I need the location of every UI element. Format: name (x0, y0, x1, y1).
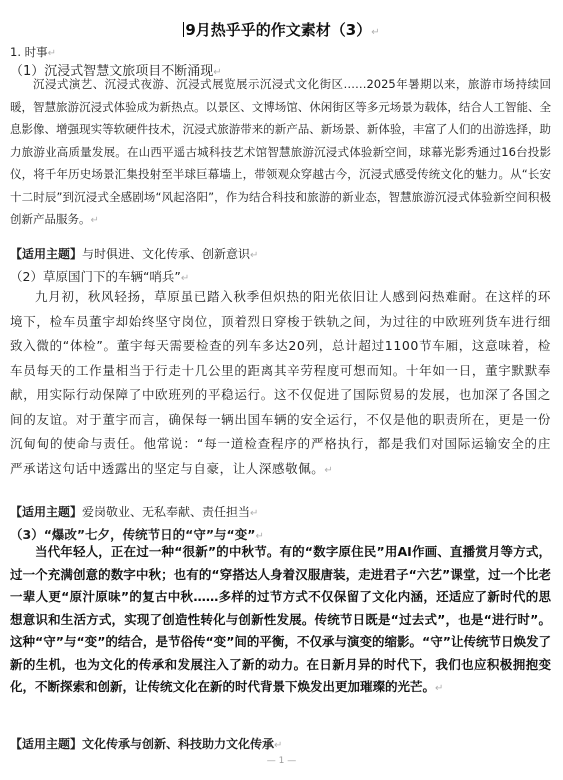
paragraph-mark-icon: ↵ (250, 250, 259, 261)
topic-text: 文化传承与创新、科技助力文化传承 (82, 737, 275, 751)
title-text: 9月热乎乎的作文素材（3） (185, 21, 372, 39)
body-paragraph (10, 541, 551, 701)
paragraph-mark-icon: ↵ (255, 531, 264, 542)
topic-line (10, 245, 258, 262)
paragraph-mark-icon: ↵ (213, 67, 222, 78)
document-title (0, 19, 563, 40)
paragraph-mark-icon: ↵ (274, 740, 283, 751)
paragraph-mark-icon: ↵ (324, 464, 334, 476)
topic-text: 爱岗敬业、无私奉献、责任担当 (82, 505, 251, 519)
paragraph-mark-icon: ↵ (180, 273, 190, 284)
body-paragraph (10, 73, 551, 233)
paragraph-mark-icon: ↵ (90, 215, 99, 226)
topic-line (10, 735, 282, 752)
topic-line (10, 503, 258, 520)
item-heading (10, 267, 189, 285)
paragraph-mark-icon: ↵ (435, 683, 444, 694)
paragraph-mark-icon: ↵ (47, 48, 57, 59)
body-text: 九月初，秋风轻扬，草原虽已踏入秋季但炽热的阳光依旧让人感到闷热难耐。在这样的环境下，检车员董宇却始终坚守岗位，顶着烈日穿梭于铁轨之间，为过往的中欧班列货车进行细致入微的“体检”。董宇每天需要检查的列车多达20列，总计超过1100节车厢，这意味着，检车员每天的工作量相当于行走十几公里的距离其辛劳程度可想而知。十年如一日，董宇默默奉献，用实际行动保障了中欧班列的平稳运行。这不仅促进了国际贸易的发展，也加深了各国之间的友谊。对于董宇而言，确保每一辆出国车辆的安全运行，不仅是他的职责所在，更是一份沉甸甸的使命与责任。他常说：“每一道检查程序的严格执行，都是我们对国际运输安全的庄严承诺这句话中透露出的坚定与自豪，让人深感敬佩。 (10, 289, 551, 476)
item-heading-text: （1）沉浸式智慧文旅项目不断涌现 (10, 64, 214, 79)
paragraph-mark-icon: ↵ (371, 27, 380, 38)
body-text: 当代年轻人，正在过一种“很新”的中秋节。有的“数字原住民”用AI作画、直播赏月等方式，过一个充满创意的数字中秋；也有的“穿搭达人身着汉服唐装，走进君子“六艺”课堂，过一个比老一辈人更“原汁原味”的复古中秋……多样的过节方式不仅保留了文化内涵，还适应了新时代的思想意识和生活方式，实现了创造性转化与创新性发展。传统节日既是“过去式”，也是“进行时”。这种“守”与“变”的结合，是节俗传“变”间的平衡，不仅承与演变的缩影。“守”让传统节日焕发了新的生机，也为文化的传承和发展注入了新的动力。在日新月异的时代下，我们也应积极拥抱变化，不断探索和创新，让传统文化在新的时代背景下焕发出更加璀璨的光芒。 (10, 544, 551, 694)
body-text: 沉浸式演艺、沉浸式夜游、沉浸式展览展示沉浸式文化街区……2025年暑期以来，旅游市场持续回暖，智慧旅游沉浸式体验成为新热点。以景区、文博场馆、休闲街区等多元场景为载体，结合人工智能、全息影像、增强现实等软硬件技术，沉浸式旅游带来的新产品、新场景、新体验，丰富了人们的出游选择，助力旅游业高质量发展。在山西平遥古城科技艺术馆智慧旅游沉浸式体验新空间，球幕光影秀通过16台投影仪，将千年历史场景汇集投射至半球巨幕墙上，带领观众穿越古今，沉浸式感受传统文化的魅力。从“长安十二时辰”到沉浸式全感剧场“风起洛阳”，作为结合科技和旅游的新业态，智慧旅游沉浸式体验新空间积极创新产品服务。 (10, 77, 551, 226)
section-heading-text: 1. 时事 (10, 45, 48, 59)
item-heading-text: （2）草原国门下的车辆“哨兵” (10, 269, 181, 284)
topic-text: 与时俱进、文化传承、创新意识 (82, 247, 251, 261)
item-heading-text: （3）“爆改”七夕，传统节日的“守”与“变” (10, 527, 256, 542)
section-heading (10, 44, 56, 60)
topic-label: 【适用主题】 (10, 505, 83, 519)
page-number: — 1 — (266, 756, 297, 766)
topic-label: 【适用主题】 (10, 737, 83, 751)
paragraph-mark-icon: ↵ (250, 508, 259, 519)
topic-label: 【适用主题】 (10, 247, 83, 261)
body-paragraph (10, 285, 551, 483)
